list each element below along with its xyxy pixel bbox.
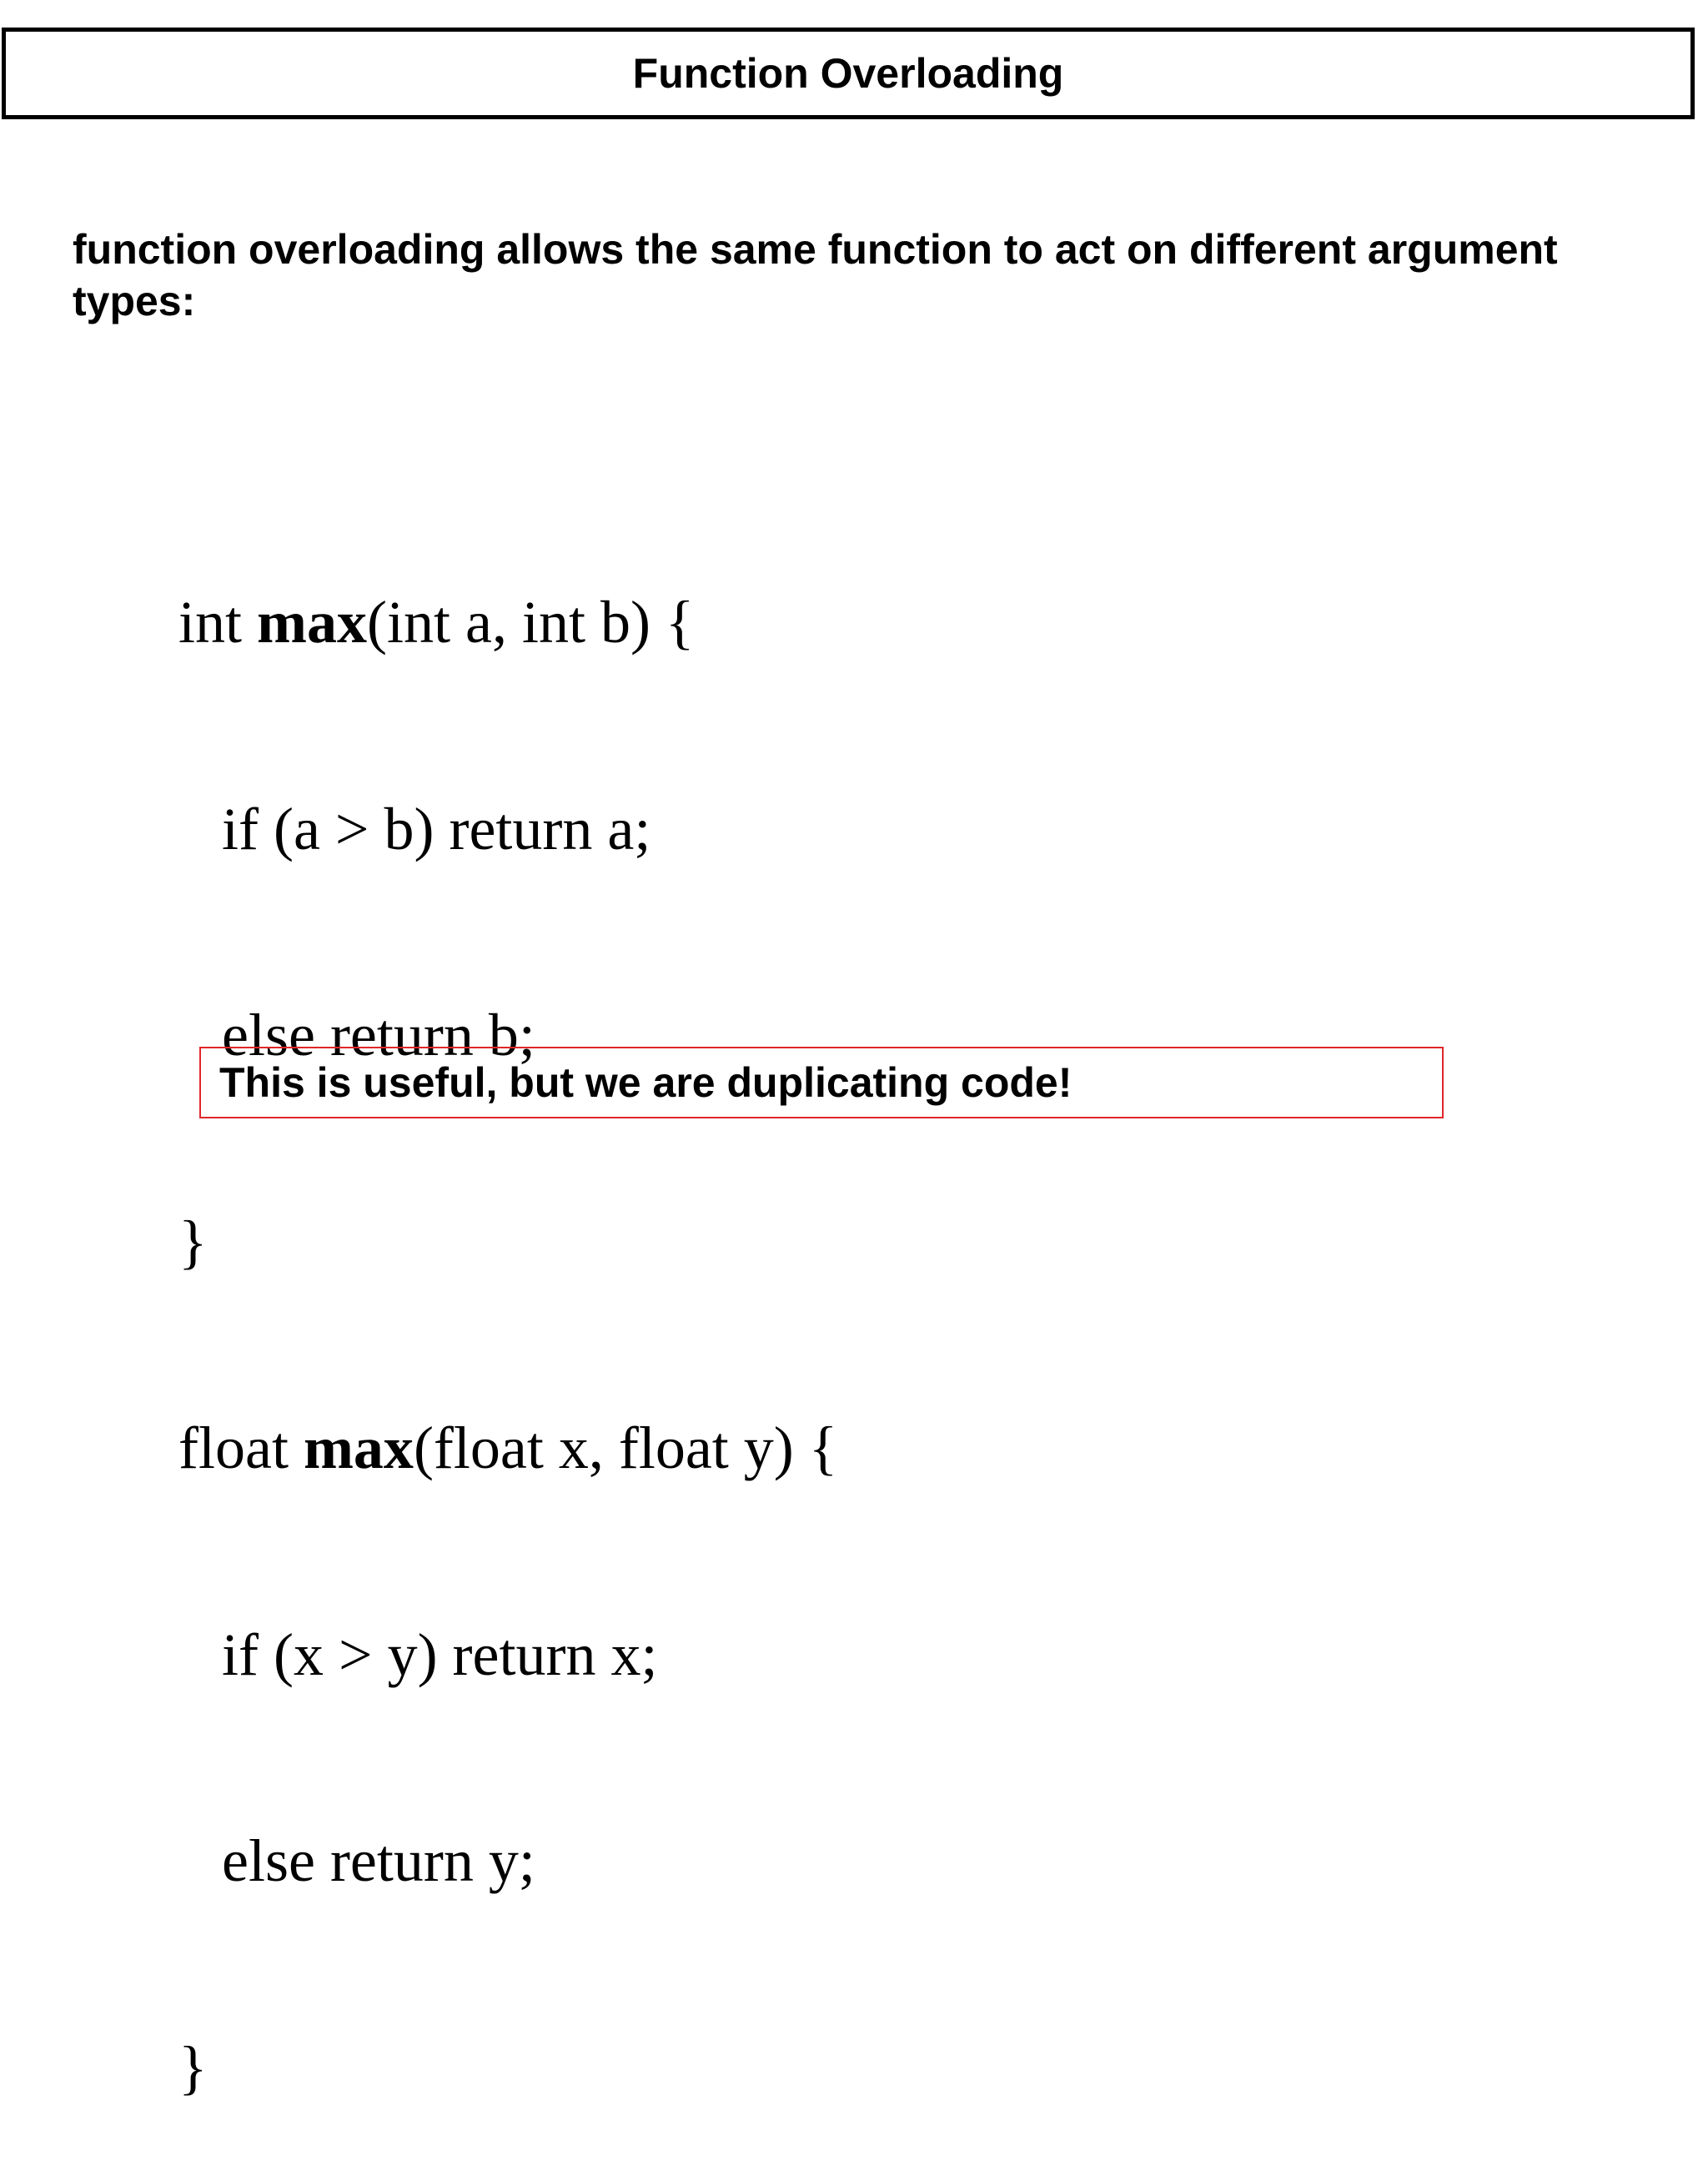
title-box bbox=[2, 28, 1695, 119]
code-line-float-signature bbox=[178, 1414, 837, 1483]
intro-text: function overloading allows the same function to act on different argument types: bbox=[73, 226, 1558, 324]
note-text: This is useful, but we are duplicating code! bbox=[219, 1059, 1073, 1106]
code-line-int-if: if (a > b) return a; bbox=[222, 795, 651, 862]
code-line-float-else: else return y; bbox=[222, 1827, 535, 1894]
int-sig-prefix: int bbox=[178, 589, 258, 656]
int-sig-name: max bbox=[257, 589, 367, 656]
float-sig-rest: (float x, float y) { bbox=[413, 1415, 838, 1481]
code-line-int-close: } bbox=[178, 1208, 208, 1275]
code-block bbox=[178, 450, 837, 2171]
code-line-int-signature bbox=[178, 588, 837, 657]
note-box bbox=[199, 1047, 1444, 1118]
float-sig-name: max bbox=[303, 1415, 414, 1481]
slide-title: Function Overloading bbox=[632, 50, 1064, 97]
code-line-int-else: else return b; bbox=[222, 1002, 535, 1068]
code-line-float-if: if (x > y) return x; bbox=[222, 1621, 658, 1688]
int-sig-rest: (int a, int b) { bbox=[367, 589, 695, 656]
code-line-float-close: } bbox=[178, 2033, 208, 2101]
float-sig-prefix: float bbox=[178, 1415, 304, 1481]
